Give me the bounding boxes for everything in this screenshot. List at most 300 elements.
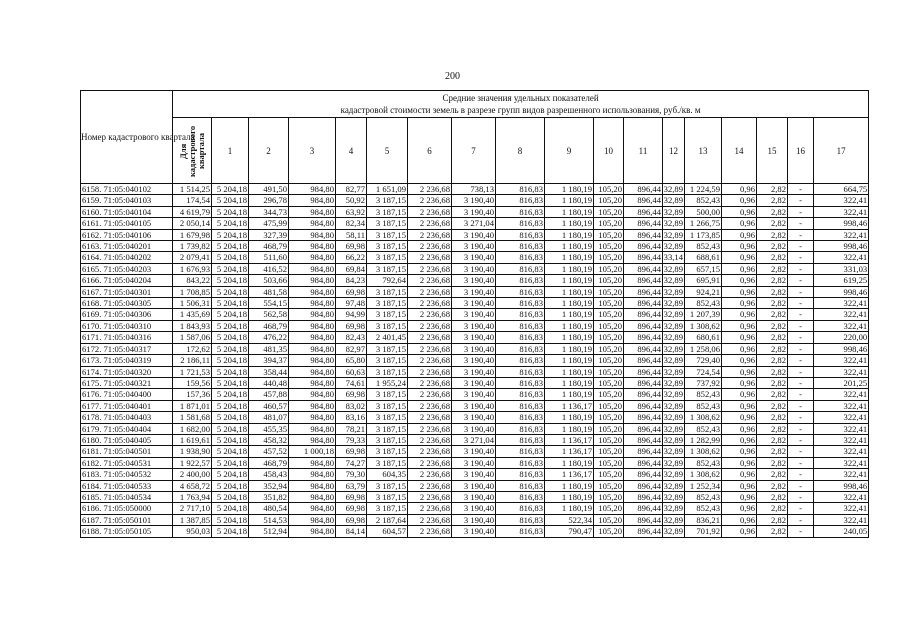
value-cell: 0,96	[722, 514, 757, 525]
value-cell: 896,44	[624, 446, 663, 457]
value-cell: 816,83	[496, 446, 545, 457]
value-cell: -	[788, 446, 814, 457]
value-cell: 3 190,40	[452, 423, 496, 434]
value-cell: 816,83	[496, 298, 545, 309]
value-cell: 2,82	[757, 366, 788, 377]
value-cell: 455,35	[249, 423, 289, 434]
value-cell: 0,96	[722, 355, 757, 366]
value-cell: 3 190,40	[452, 412, 496, 423]
value-cell: -	[788, 434, 814, 445]
value-cell: 0,96	[722, 389, 757, 400]
value-cell: 2 236,68	[408, 206, 452, 217]
value-cell: 2 236,68	[408, 184, 452, 195]
value-cell: 3 187,15	[367, 389, 408, 400]
value-cell: 0,96	[722, 263, 757, 274]
value-cell: 3 187,15	[367, 263, 408, 274]
value-cell: 2 236,68	[408, 400, 452, 411]
table-row	[81, 229, 869, 240]
value-cell: 0,96	[722, 423, 757, 434]
value-cell: 2,82	[757, 503, 788, 514]
value-cell: 1 763,94	[173, 491, 212, 502]
value-cell: -	[788, 343, 814, 354]
value-cell: 105,20	[594, 252, 624, 263]
value-cell: 984,80	[289, 206, 336, 217]
value-cell: 816,83	[496, 241, 545, 252]
value-cell: 2,82	[757, 218, 788, 229]
value-cell: 65,80	[336, 355, 367, 366]
value-cell: 491,50	[249, 184, 289, 195]
quarter-number-cell: 6160. 71:05:040104	[81, 206, 173, 217]
value-cell: 69,98	[336, 389, 367, 400]
value-cell: 105,20	[594, 503, 624, 514]
value-cell: 1 136,17	[545, 446, 594, 457]
value-cell: 896,44	[624, 332, 663, 343]
quarter-number-cell: 6169. 71:05:040306	[81, 309, 173, 320]
value-cell: 738,13	[452, 184, 496, 195]
value-cell: 5 204,18	[212, 332, 249, 343]
value-cell: 4 658,72	[173, 480, 212, 491]
value-cell: 2 236,68	[408, 229, 452, 240]
value-cell: 1 180,19	[545, 218, 594, 229]
table-row	[81, 252, 869, 263]
value-cell: 32,89	[663, 434, 683, 445]
value-cell: 2,82	[757, 526, 788, 537]
value-cell: 1 180,19	[545, 491, 594, 502]
value-cell: 322,41	[814, 423, 869, 434]
value-cell: 5 204,18	[212, 275, 249, 286]
value-cell: 82,43	[336, 332, 367, 343]
value-cell: 5 204,18	[212, 229, 249, 240]
value-cell: 843,22	[173, 275, 212, 286]
value-cell: 5 204,18	[212, 263, 249, 274]
value-cell: 1 682,00	[173, 423, 212, 434]
value-cell: -	[788, 241, 814, 252]
value-cell: 2,82	[757, 469, 788, 480]
value-cell: 2,82	[757, 241, 788, 252]
value-cell: 468,79	[249, 320, 289, 331]
value-cell: 1 955,24	[367, 377, 408, 388]
value-cell: 32,89	[663, 491, 683, 502]
value-cell: 82,97	[336, 343, 367, 354]
value-cell: -	[788, 229, 814, 240]
value-cell: 172,62	[173, 343, 212, 354]
value-cell: 105,20	[594, 389, 624, 400]
value-cell: 816,83	[496, 263, 545, 274]
value-cell: 105,20	[594, 434, 624, 445]
quarter-number-cell: 6174. 71:05:040320	[81, 366, 173, 377]
value-cell: 984,80	[289, 480, 336, 491]
value-cell: 852,43	[685, 457, 722, 468]
value-cell: 816,83	[496, 389, 545, 400]
value-cell: 3 187,15	[367, 320, 408, 331]
value-cell: 3 187,15	[367, 366, 408, 377]
value-cell: 2 236,68	[408, 218, 452, 229]
value-cell: 816,83	[496, 514, 545, 525]
value-cell: 554,15	[249, 298, 289, 309]
value-cell: 2,82	[757, 400, 788, 411]
value-cell: 816,83	[496, 343, 545, 354]
value-cell: 816,83	[496, 469, 545, 480]
value-cell: 105,20	[594, 218, 624, 229]
value-cell: 724,54	[685, 366, 722, 377]
value-cell: 3 187,15	[367, 457, 408, 468]
value-cell: 816,83	[496, 423, 545, 434]
value-cell: 32,89	[663, 218, 683, 229]
value-cell: 105,20	[594, 343, 624, 354]
table-row	[81, 332, 869, 343]
quarter-number-cell: 6175. 71:05:040321	[81, 377, 173, 388]
value-cell: 1 180,19	[545, 241, 594, 252]
value-cell: 3 190,40	[452, 229, 496, 240]
value-cell: 296,78	[249, 195, 289, 206]
value-cell: 32,89	[663, 423, 683, 434]
value-cell: 984,80	[289, 503, 336, 514]
value-cell: 32,89	[663, 526, 683, 537]
value-cell: -	[788, 195, 814, 206]
quarter-number-cell: 6176. 71:05:040400	[81, 389, 173, 400]
value-cell: 2 236,68	[408, 491, 452, 502]
value-cell: 4 619,79	[173, 206, 212, 217]
value-cell: 896,44	[624, 389, 663, 400]
page-number: 200	[445, 71, 460, 82]
value-cell: 3 190,40	[452, 503, 496, 514]
value-cell: 695,91	[685, 275, 722, 286]
value-cell: 664,75	[814, 184, 869, 195]
value-cell: 5 204,18	[212, 355, 249, 366]
header-col-5: 5	[367, 118, 408, 184]
quarter-number-cell: 6162. 71:05:040106	[81, 229, 173, 240]
value-cell: 896,44	[624, 343, 663, 354]
quarter-number-cell: 6179. 71:05:040404	[81, 423, 173, 434]
value-cell: 984,80	[289, 252, 336, 263]
value-cell: -	[788, 309, 814, 320]
value-cell: 5 204,18	[212, 343, 249, 354]
value-cell: 3 190,40	[452, 286, 496, 297]
value-cell: 0,96	[722, 480, 757, 491]
quarter-number-cell: 6182. 71:05:040531	[81, 457, 173, 468]
value-cell: 1 871,01	[173, 400, 212, 411]
value-cell: 688,61	[685, 252, 722, 263]
value-cell: -	[788, 491, 814, 502]
header-for-quarter-text: Для кадастрового квартала	[177, 125, 206, 177]
value-cell: 1 739,82	[173, 241, 212, 252]
value-cell: 5 204,18	[212, 241, 249, 252]
value-cell: 0,96	[722, 309, 757, 320]
value-cell: 2 236,68	[408, 332, 452, 343]
value-cell: 322,41	[814, 400, 869, 411]
value-cell: 2 236,68	[408, 526, 452, 537]
value-cell: 816,83	[496, 332, 545, 343]
value-cell: 105,20	[594, 457, 624, 468]
value-cell: 852,43	[685, 298, 722, 309]
value-cell: 896,44	[624, 412, 663, 423]
value-cell: 896,44	[624, 377, 663, 388]
value-cell: 1 180,19	[545, 184, 594, 195]
value-cell: 460,57	[249, 400, 289, 411]
value-cell: 816,83	[496, 218, 545, 229]
value-cell: 984,80	[289, 412, 336, 423]
value-cell: 896,44	[624, 503, 663, 514]
value-cell: 5 204,18	[212, 434, 249, 445]
value-cell: 0,96	[722, 412, 757, 423]
header-col-15: 15	[757, 118, 788, 184]
value-cell: 322,41	[814, 503, 869, 514]
value-cell: 5 204,18	[212, 195, 249, 206]
header-col-3: 3	[289, 118, 336, 184]
value-cell: 32,89	[663, 457, 683, 468]
value-cell: 69,98	[336, 286, 367, 297]
value-cell: 322,41	[814, 320, 869, 331]
value-cell: 1 514,25	[173, 184, 212, 195]
value-cell: 2,82	[757, 434, 788, 445]
quarter-number-cell: 6159. 71:05:040103	[81, 195, 173, 206]
value-cell: 1 180,19	[545, 503, 594, 514]
value-cell: 458,43	[249, 469, 289, 480]
value-cell: 984,80	[289, 434, 336, 445]
value-cell: 74,61	[336, 377, 367, 388]
value-cell: 896,44	[624, 480, 663, 491]
table-row	[81, 241, 869, 252]
value-cell: -	[788, 423, 814, 434]
value-cell: 105,20	[594, 195, 624, 206]
value-cell: -	[788, 503, 814, 514]
value-cell: 984,80	[289, 400, 336, 411]
value-cell: 322,41	[814, 412, 869, 423]
value-cell: 984,80	[289, 320, 336, 331]
value-cell: 816,83	[496, 355, 545, 366]
value-cell: 481,58	[249, 286, 289, 297]
value-cell: 0,96	[722, 320, 757, 331]
value-cell: 5 204,18	[212, 218, 249, 229]
table-row	[81, 400, 869, 411]
value-cell: -	[788, 184, 814, 195]
value-cell: 157,36	[173, 389, 212, 400]
value-cell: 984,80	[289, 195, 336, 206]
value-cell: 2 236,68	[408, 366, 452, 377]
value-cell: 3 187,15	[367, 252, 408, 263]
quarter-number-cell: 6164. 71:05:040202	[81, 252, 173, 263]
value-cell: 322,41	[814, 434, 869, 445]
value-cell: -	[788, 412, 814, 423]
value-cell: 604,35	[367, 469, 408, 480]
value-cell: 896,44	[624, 286, 663, 297]
value-cell: 1 000,18	[289, 446, 336, 457]
value-cell: 3 187,15	[367, 286, 408, 297]
value-cell: 3 187,15	[367, 229, 408, 240]
value-cell: 5 204,18	[212, 366, 249, 377]
value-cell: 2 050,14	[173, 218, 212, 229]
table-row	[81, 343, 869, 354]
value-cell: -	[788, 400, 814, 411]
value-cell: 0,96	[722, 343, 757, 354]
value-cell: 5 204,18	[212, 320, 249, 331]
value-cell: 3 190,40	[452, 298, 496, 309]
value-cell: 1 435,69	[173, 309, 212, 320]
value-cell: 3 190,40	[452, 206, 496, 217]
value-cell: 2,82	[757, 184, 788, 195]
table-row	[81, 514, 869, 525]
value-cell: 5 204,18	[212, 252, 249, 263]
value-cell: 500,00	[685, 206, 722, 217]
value-cell: -	[788, 320, 814, 331]
table-row	[81, 195, 869, 206]
value-cell: 2 236,68	[408, 286, 452, 297]
value-cell: 33,14	[663, 252, 683, 263]
value-cell: 458,32	[249, 434, 289, 445]
value-cell: 32,89	[663, 343, 683, 354]
value-cell: 3 190,40	[452, 469, 496, 480]
header-col-11: 11	[624, 118, 663, 184]
table-row	[81, 355, 869, 366]
value-cell: 2,82	[757, 252, 788, 263]
value-cell: 984,80	[289, 491, 336, 502]
value-cell: -	[788, 263, 814, 274]
value-cell: 105,20	[594, 309, 624, 320]
value-cell: 94,99	[336, 309, 367, 320]
value-cell: 896,44	[624, 252, 663, 263]
value-cell: 240,05	[814, 526, 869, 537]
table-row	[81, 275, 869, 286]
value-cell: 984,80	[289, 366, 336, 377]
value-cell: 3 187,15	[367, 218, 408, 229]
value-cell: 984,80	[289, 389, 336, 400]
value-cell: 1 258,06	[685, 343, 722, 354]
value-cell: 32,89	[663, 241, 683, 252]
value-cell: 2 236,68	[408, 514, 452, 525]
value-cell: 3 187,15	[367, 412, 408, 423]
header-col-4: 4	[336, 118, 367, 184]
header-quarter-number: Номер кадастрового квартала	[81, 91, 173, 184]
value-cell: 440,48	[249, 377, 289, 388]
value-cell: 32,89	[663, 480, 683, 491]
value-cell: 1 180,19	[545, 389, 594, 400]
value-cell: 3 190,40	[452, 275, 496, 286]
value-cell: 816,83	[496, 526, 545, 537]
value-cell: 0,96	[722, 400, 757, 411]
value-cell: 344,73	[249, 206, 289, 217]
value-cell: 984,80	[289, 514, 336, 525]
value-cell: 852,43	[685, 491, 722, 502]
value-cell: 105,20	[594, 423, 624, 434]
value-cell: -	[788, 298, 814, 309]
value-cell: 1 180,19	[545, 320, 594, 331]
value-cell: 998,46	[814, 343, 869, 354]
header-col-14: 14	[722, 118, 757, 184]
value-cell: 729,40	[685, 355, 722, 366]
value-cell: 322,41	[814, 389, 869, 400]
value-cell: 105,20	[594, 206, 624, 217]
value-cell: 3 187,15	[367, 434, 408, 445]
value-cell: -	[788, 526, 814, 537]
value-cell: -	[788, 275, 814, 286]
value-cell: 896,44	[624, 309, 663, 320]
value-cell: 2,82	[757, 343, 788, 354]
quarter-number-cell: 6178. 71:05:040403	[81, 412, 173, 423]
value-cell: 3 187,15	[367, 195, 408, 206]
value-cell: 896,44	[624, 366, 663, 377]
value-cell: 5 204,18	[212, 309, 249, 320]
value-cell: 2,82	[757, 480, 788, 491]
quarter-number-cell: 6173. 71:05:040319	[81, 355, 173, 366]
header-col-10: 10	[594, 118, 624, 184]
value-cell: -	[788, 457, 814, 468]
value-cell: 2 400,00	[173, 469, 212, 480]
value-cell: 3 190,40	[452, 389, 496, 400]
value-cell: -	[788, 218, 814, 229]
value-cell: 896,44	[624, 263, 663, 274]
value-cell: 5 204,18	[212, 184, 249, 195]
value-cell: 174,54	[173, 195, 212, 206]
table-row	[81, 503, 869, 514]
value-cell: 69,98	[336, 320, 367, 331]
value-cell: 69,84	[336, 263, 367, 274]
value-cell: 816,83	[496, 480, 545, 491]
value-cell: 105,20	[594, 286, 624, 297]
quarter-number-cell: 6168. 71:05:040305	[81, 298, 173, 309]
value-cell: 896,44	[624, 400, 663, 411]
value-cell: 1 619,61	[173, 434, 212, 445]
value-cell: 984,80	[289, 218, 336, 229]
table-row	[81, 457, 869, 468]
value-cell: 2,82	[757, 263, 788, 274]
value-cell: 3 190,40	[452, 491, 496, 502]
value-cell: 1 308,62	[685, 469, 722, 480]
value-cell: 105,20	[594, 400, 624, 411]
value-cell: 220,00	[814, 332, 869, 343]
value-cell: 32,89	[663, 377, 683, 388]
value-cell: 79,30	[336, 469, 367, 480]
quarter-number-cell: 6172. 71:05:040317	[81, 343, 173, 354]
value-cell: 816,83	[496, 491, 545, 502]
value-cell: 3 187,15	[367, 343, 408, 354]
value-cell: 2 236,68	[408, 434, 452, 445]
column-header-row	[81, 118, 869, 184]
value-cell: -	[788, 480, 814, 491]
table-row	[81, 206, 869, 217]
value-cell: 998,46	[814, 241, 869, 252]
value-cell: 0,96	[722, 446, 757, 457]
quarter-number-cell: 6177. 71:05:040401	[81, 400, 173, 411]
value-cell: 32,89	[663, 400, 683, 411]
value-cell: 2 236,68	[408, 195, 452, 206]
value-cell: 514,53	[249, 514, 289, 525]
value-cell: 1 676,93	[173, 263, 212, 274]
value-cell: 5 204,18	[212, 457, 249, 468]
value-cell: 816,83	[496, 195, 545, 206]
value-cell: 5 204,18	[212, 469, 249, 480]
value-cell: 0,96	[722, 298, 757, 309]
value-cell: 896,44	[624, 355, 663, 366]
value-cell: 105,20	[594, 263, 624, 274]
value-cell: 896,44	[624, 469, 663, 480]
value-cell: 5 204,18	[212, 514, 249, 525]
value-cell: 1 180,19	[545, 263, 594, 274]
value-cell: 1 224,59	[685, 184, 722, 195]
value-cell: 619,25	[814, 275, 869, 286]
value-cell: 2,82	[757, 491, 788, 502]
value-cell: 852,43	[685, 389, 722, 400]
value-cell: 896,44	[624, 457, 663, 468]
value-cell: 984,80	[289, 457, 336, 468]
value-cell: 159,56	[173, 377, 212, 388]
value-cell: 1 173,85	[685, 229, 722, 240]
value-cell: 816,83	[496, 184, 545, 195]
value-cell: 2 717,10	[173, 503, 212, 514]
quarter-number-cell: 6183. 71:05:040532	[81, 469, 173, 480]
value-cell: 63,92	[336, 206, 367, 217]
value-cell: 3 190,40	[452, 320, 496, 331]
value-cell: 2 236,68	[408, 457, 452, 468]
